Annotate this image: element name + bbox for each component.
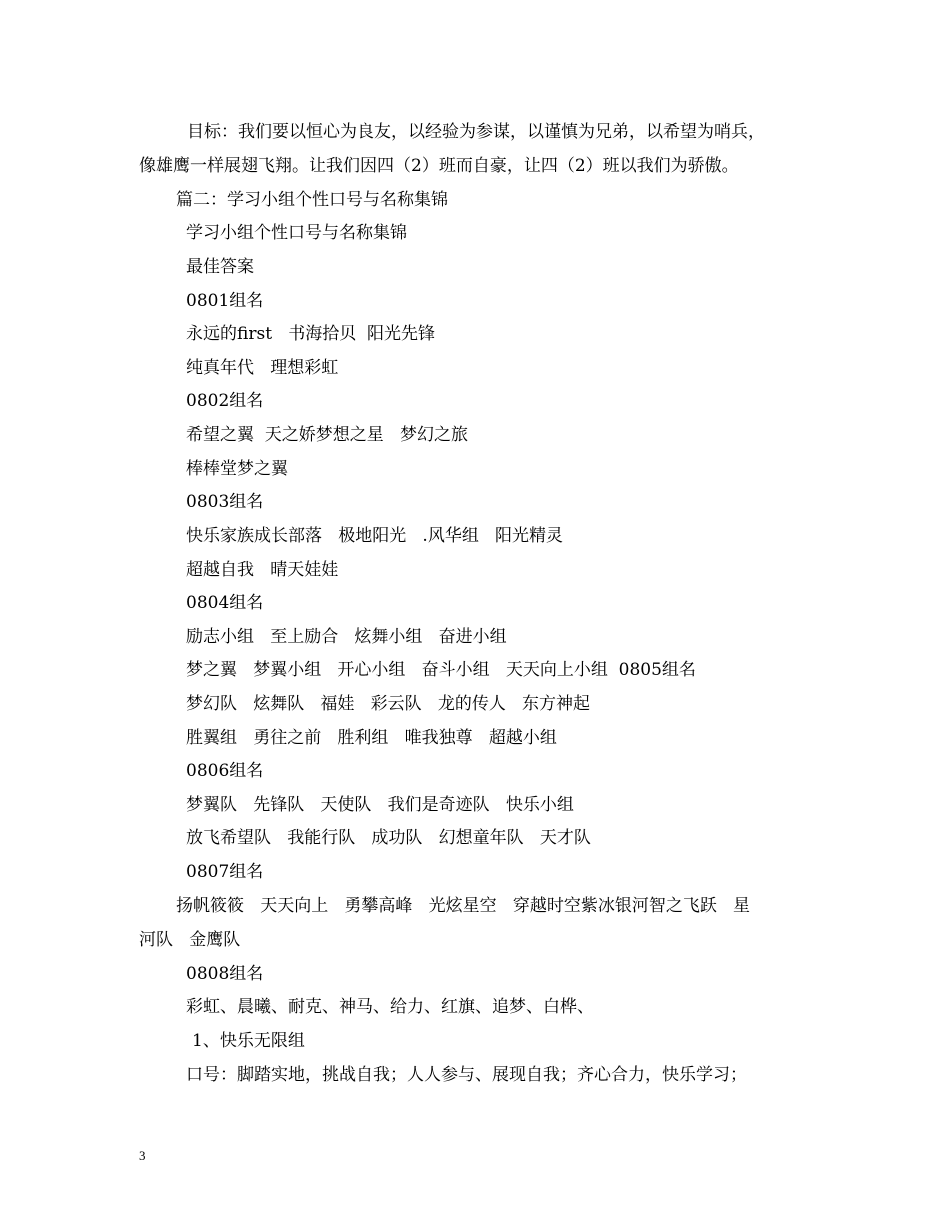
text-line: 胜翼组 勇往之前 胜利组 唯我独尊 超越小组	[186, 728, 557, 748]
text-line: 学习小组个性口号与名称集锦	[186, 223, 407, 243]
text-line: 快乐家族成长部落 极地阳光 .风华组 阳光精灵	[186, 526, 564, 546]
text-line: 励志小组 至上励合 炫舞小组 奋进小组	[186, 627, 507, 647]
text-line: 纯真年代 理想彩虹	[186, 358, 339, 378]
text-line: 像雄鹰一样展翅飞翔。让我们因四（2）班而自豪，让四（2）班以我们为骄傲。	[139, 156, 739, 176]
group-label: 0807组名	[186, 862, 264, 882]
group-label: 0802组名	[186, 391, 264, 411]
text-line: 棒棒堂梦之翼	[186, 459, 288, 479]
group-label: 0804组名	[186, 593, 264, 613]
text-line: 超越自我 晴天娃娃	[186, 560, 339, 580]
group-label: 0808组名	[186, 964, 264, 984]
text-line: 放飞希望队 我能行队 成功队 幻想童年队 天才队	[186, 828, 591, 848]
section-heading: 篇二：学习小组个性口号与名称集锦	[176, 190, 448, 210]
text-line: 梦之翼 梦翼小组 开心小组 奋斗小组 天天向上小组 0805组名	[186, 660, 696, 680]
group-label: 0803组名	[186, 492, 264, 512]
text-line: 口号：脚踏实地，挑战自我；人人参与、展现自我；齐心合力，快乐学习；	[186, 1065, 747, 1085]
text-line: 彩虹、晨曦、耐克、神马、给力、红旗、追梦、白桦、	[186, 997, 594, 1017]
text-line: 扬帆筱筱 天天向上 勇攀高峰 光炫星空 穿越时空紫冰银河智之飞跃 星	[176, 896, 751, 916]
group-label: 0801组名	[186, 291, 264, 311]
text-line: 最佳答案	[186, 257, 254, 277]
text-line: 目标：我们要以恒心为良友，以经验为参谋，以谨慎为兄弟，以希望为哨兵，	[187, 122, 765, 142]
page-number: 3	[139, 1148, 146, 1163]
text-line: 河队 金鹰队	[139, 930, 241, 950]
text-line: 希望之翼 天之娇梦想之星 梦幻之旅	[186, 425, 469, 445]
list-item: 1、快乐无限组	[192, 1031, 305, 1051]
group-label: 0806组名	[186, 761, 264, 781]
text-line: 永远的first 书海拾贝 阳光先锋	[186, 324, 436, 344]
text-line: 梦翼队 先锋队 天使队 我们是奇迹队 快乐小组	[186, 795, 574, 815]
text-line: 梦幻队 炫舞队 福娃 彩云队 龙的传人 东方神起	[186, 694, 591, 714]
